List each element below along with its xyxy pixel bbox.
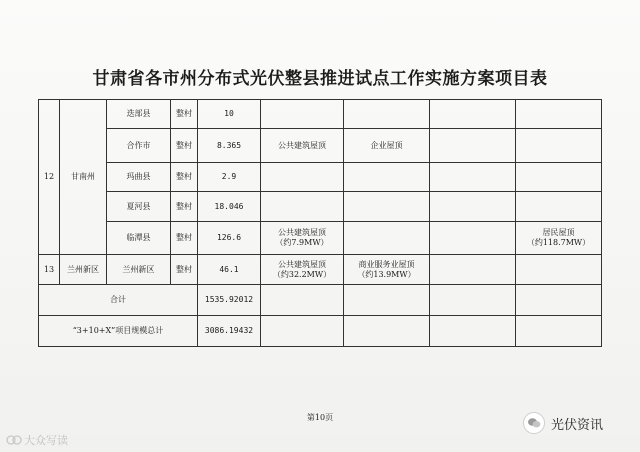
table-row xyxy=(39,255,602,285)
type-cell: 整村 xyxy=(171,100,198,129)
county-cell: 迭部县 xyxy=(107,100,171,129)
table-row xyxy=(39,163,602,192)
table-row xyxy=(39,129,602,163)
category-capacity: （约32.2MW） xyxy=(272,269,332,279)
category-cell xyxy=(261,192,344,222)
watermark-left xyxy=(6,432,68,448)
county-cell: 临潭县 xyxy=(107,222,171,255)
category-capacity: （约7.9MW） xyxy=(275,238,329,247)
watermark-right xyxy=(523,412,603,434)
category-cell xyxy=(261,222,344,255)
category-cell xyxy=(430,100,516,129)
category-cell: 企业屋顶 xyxy=(344,129,430,163)
value-cell: 8.365 xyxy=(198,129,261,163)
city-cell: 甘南州 xyxy=(60,100,107,255)
category-cell xyxy=(430,129,516,163)
type-cell: 整村 xyxy=(171,192,198,222)
type-cell: 整村 xyxy=(171,222,198,255)
category-cell: 公共建筑屋顶 xyxy=(261,129,344,163)
row-index: 12 xyxy=(39,100,60,255)
category-capacity: （约118.7MW） xyxy=(526,238,591,247)
county-cell: 兰州新区 xyxy=(107,255,171,285)
type-cell: 整村 xyxy=(171,163,198,192)
category-cell xyxy=(516,163,602,192)
page-number: 第10页 xyxy=(306,413,334,422)
page-title: 甘肃省各市州分布式光伏整县推进试点工作实施方案项目表 xyxy=(92,69,548,89)
category-cell xyxy=(344,192,430,222)
watermark-left-text: 大众写读 xyxy=(24,434,68,447)
category-name: 居民屋顶 xyxy=(542,228,575,237)
value-cell: 10 xyxy=(198,100,261,129)
county-cell: 夏河县 xyxy=(107,192,171,222)
value-cell: 18.046 xyxy=(198,192,261,222)
total-row xyxy=(39,285,602,316)
category-cell xyxy=(344,255,430,285)
category-cell xyxy=(344,222,430,255)
county-cell: 玛曲县 xyxy=(107,163,171,192)
value-cell: 2.9 xyxy=(198,163,261,192)
total-value: 1535.92012 xyxy=(198,285,261,316)
watermark-right-text: 光伏资讯 xyxy=(551,417,604,433)
county-cell: 合作市 xyxy=(107,129,171,163)
row-index: 13 xyxy=(39,255,60,285)
table-row xyxy=(39,222,602,255)
category-name: 公共建筑屋顶 xyxy=(278,228,326,237)
scale-row xyxy=(39,316,602,347)
category-cell xyxy=(430,192,516,222)
table-row xyxy=(39,192,602,222)
category-cell xyxy=(516,192,602,222)
category-cell xyxy=(261,100,344,129)
category-cell xyxy=(430,255,516,285)
value-cell: 46.1 xyxy=(198,255,261,285)
category-capacity: （约13.9MW） xyxy=(357,269,416,279)
category-cell xyxy=(516,100,602,129)
type-cell: 整村 xyxy=(171,129,198,163)
category-cell xyxy=(344,163,430,192)
total-label: 合计 xyxy=(39,285,198,316)
category-cell xyxy=(430,222,516,255)
scale-value: 3086.19432 xyxy=(198,316,261,347)
category-cell xyxy=(261,163,344,192)
type-cell: 整村 xyxy=(171,255,198,285)
scale-label: “3+10+X”项目规模总计 xyxy=(39,316,198,347)
category-cell xyxy=(516,222,602,255)
category-cell xyxy=(430,163,516,192)
value-cell: 126.6 xyxy=(198,222,261,255)
category-cell xyxy=(516,255,602,285)
category-cell xyxy=(261,255,344,285)
city-cell: 兰州新区 xyxy=(60,255,107,285)
watermark-logo-icon xyxy=(6,433,22,447)
category-name: 商业服务业屋顶 xyxy=(358,259,415,269)
category-cell xyxy=(516,129,602,163)
category-name: 公共建筑屋顶 xyxy=(278,259,326,269)
table-row xyxy=(39,100,602,129)
category-cell xyxy=(344,100,430,129)
project-table xyxy=(38,99,602,347)
wechat-icon xyxy=(523,412,545,434)
